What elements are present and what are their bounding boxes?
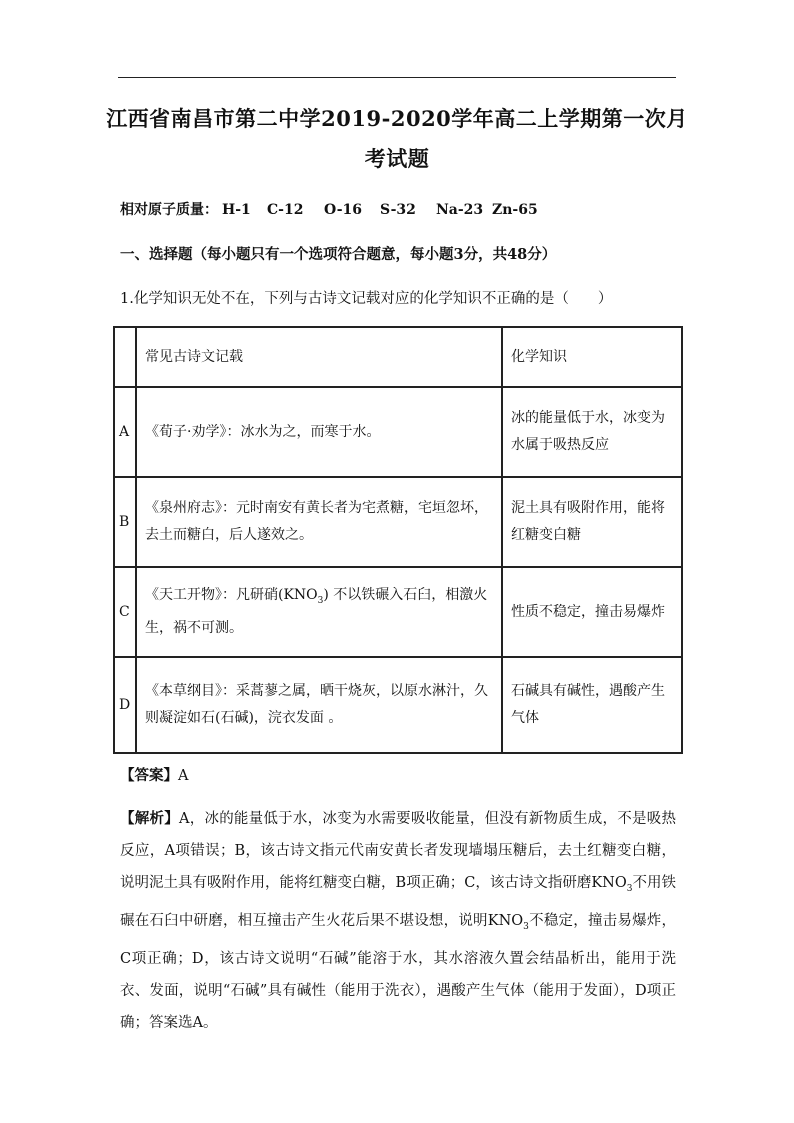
row-knowledge: 石碱具有碱性，遇酸产生气体 (502, 657, 682, 753)
analysis-text-3: 不稳定，撞击易爆炸，C项正确；D，该古诗文说明“石碱”能溶于水，其水溶液久置会结晶析出，能用于洗衣、发面，说明“石碱”具有碱性（能用于洗衣），遇酸产生气体（能用于发面），D项正确；答案选A。 (120, 912, 677, 1031)
table-row (114, 567, 682, 657)
mass-na: Na-23 (436, 202, 484, 218)
row-label: B (114, 477, 136, 567)
analysis-text-1: A，冰的能量低于水，冰变为水需要吸收能量，但没有新物质生成，不是吸热反应，A项错误；B，该古诗文指元代南安黄长者发现墙塌压糖后，去土红糖变白糖，说明泥土具有吸附作用，能将红糖变白糖，B项正确；C，该古诗文指研磨KNO (120, 811, 677, 891)
answer (120, 764, 188, 785)
table-row (114, 477, 682, 567)
analysis-label: 【解析】 (120, 810, 179, 827)
table-row (114, 657, 682, 753)
row-record: 《本草纲目》：采蒿蓼之属，晒干烧灰，以原水淋汁，久则凝淀如石(石碱)，浣衣发面 。 (136, 657, 502, 753)
analysis-text-2: 不用铁碾在石臼中研磨，相互撞击产生火花后果不堪设想，说明KNO (120, 875, 677, 929)
analysis-subscript-1: 3 (626, 883, 633, 894)
table-header-row (114, 327, 682, 387)
question-table (113, 326, 683, 754)
mass-h: H-1 (222, 202, 251, 218)
row-label: D (114, 657, 136, 753)
row-record (136, 567, 502, 657)
row-record: 《荀子·劝学》：冰水为之，而寒于水。 (136, 387, 502, 477)
row-label: A (114, 387, 136, 477)
record-text-pre: 《天工开物》：凡研硝(KNO (145, 587, 318, 604)
row-knowledge: 泥土具有吸附作用，能将红糖变白糖 (502, 477, 682, 567)
section-heading: 一、选择题（每小题只有一个选项符合题意，每小题3分，共48分） (120, 246, 557, 263)
page-title-line2: 考试题 (364, 146, 430, 171)
question-1: 1.化学知识无处不在，下列与古诗文记载对应的化学知识不正确的是（ ） (120, 291, 613, 307)
answer-label: 【答案】 (120, 767, 178, 784)
table-header-record: 常见古诗文记载 (136, 327, 502, 387)
record-subscript: 3 (317, 595, 324, 606)
row-record: 《泉州府志》：元时南安有黄长者为宅煮糖，宅垣忽坏，去土而糖白，后人遂效之。 (136, 477, 502, 567)
mass-c: C-12 (267, 202, 304, 218)
answer-value: A (178, 768, 189, 784)
atomic-masses-label: 相对原子质量： (120, 202, 218, 218)
atomic-masses (120, 199, 538, 219)
row-knowledge: 冰的能量低于水，冰变为水属于吸热反应 (502, 387, 682, 477)
record-text-post: ) 不以铁碾入石臼，相激火生，祸不可测。 (145, 587, 488, 636)
table-header-knowledge: 化学知识 (502, 327, 682, 387)
row-knowledge: 性质不稳定，撞击易爆炸 (502, 567, 682, 657)
analysis (120, 803, 676, 1039)
table-row (114, 387, 682, 477)
table-header-empty (114, 327, 136, 387)
analysis-subscript-2: 3 (523, 921, 529, 932)
mass-s: S-32 (380, 202, 416, 218)
header-rule (118, 77, 676, 78)
mass-o: O-16 (324, 202, 363, 218)
mass-zn: Zn-65 (492, 202, 538, 218)
row-label: C (114, 567, 136, 657)
page-title-line1: 江西省南昌市第二中学2019-2020学年高二上学期第一次月 (106, 106, 688, 131)
